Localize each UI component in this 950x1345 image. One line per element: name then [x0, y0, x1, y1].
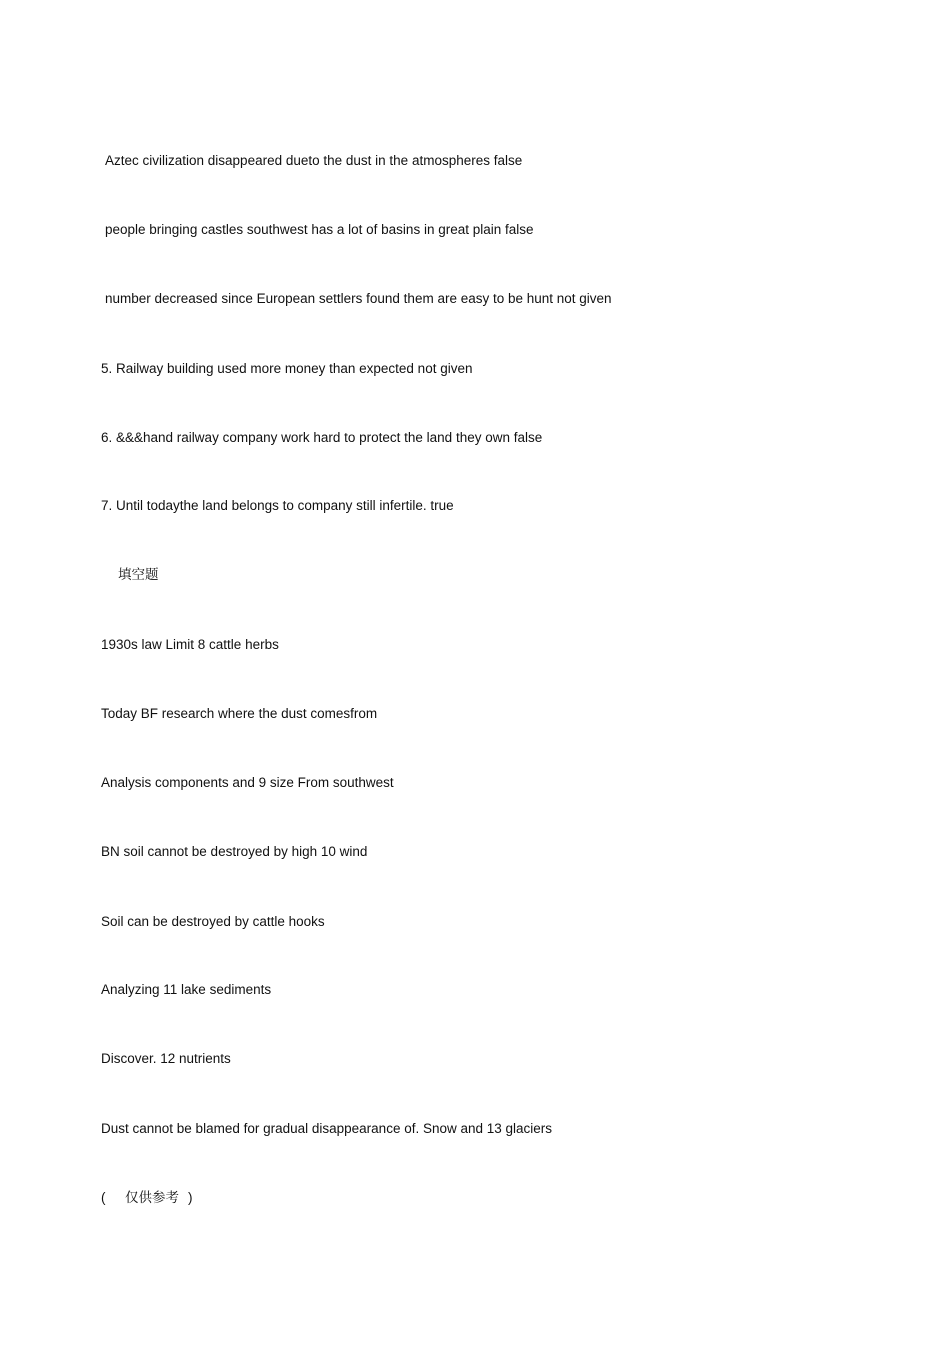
text-line-2: people bringing castles southwest has a lot of basins in great plain false [105, 222, 534, 237]
text-line-7: 1930s law Limit 8 cattle herbs [101, 637, 279, 652]
text-line-10: BN soil cannot be destroyed by high 10 wind [101, 844, 368, 859]
text-line-13: Discover. 12 nutrients [101, 1051, 231, 1066]
text-line-14: Dust cannot be blamed for gradual disappearance of. Snow and 13 glaciers [101, 1121, 553, 1136]
text-line-9: Analysis components and 9 size From southwest [101, 775, 394, 790]
text-line-11: Soil can be destroyed by cattle hooks [101, 914, 325, 929]
footer-close-paren: ) [188, 1190, 193, 1205]
text-line-1: Aztec civilization disappeared dueto the dust in the atmospheres false [105, 153, 523, 168]
text-line-4: 5. Railway building used more money than expected not given [101, 361, 473, 376]
text-line-6: 7. Until todaythe land belongs to company still infertile. true [101, 498, 454, 513]
text-line-12: Analyzing 11 lake sediments [101, 982, 272, 997]
text-line-3: number decreased since European settlers found them are easy to be hunt not given [105, 291, 612, 306]
section-heading-fill-blanks: 填空题 [118, 567, 159, 583]
footer-note-text: 仅供参考 [125, 1190, 179, 1206]
text-line-5: 6. &&&hand railway company work hard to protect the land they own false [101, 430, 543, 445]
footer-open-paren: ( [101, 1190, 106, 1205]
text-line-8: Today BF research where the dust comesfrom [101, 706, 378, 721]
